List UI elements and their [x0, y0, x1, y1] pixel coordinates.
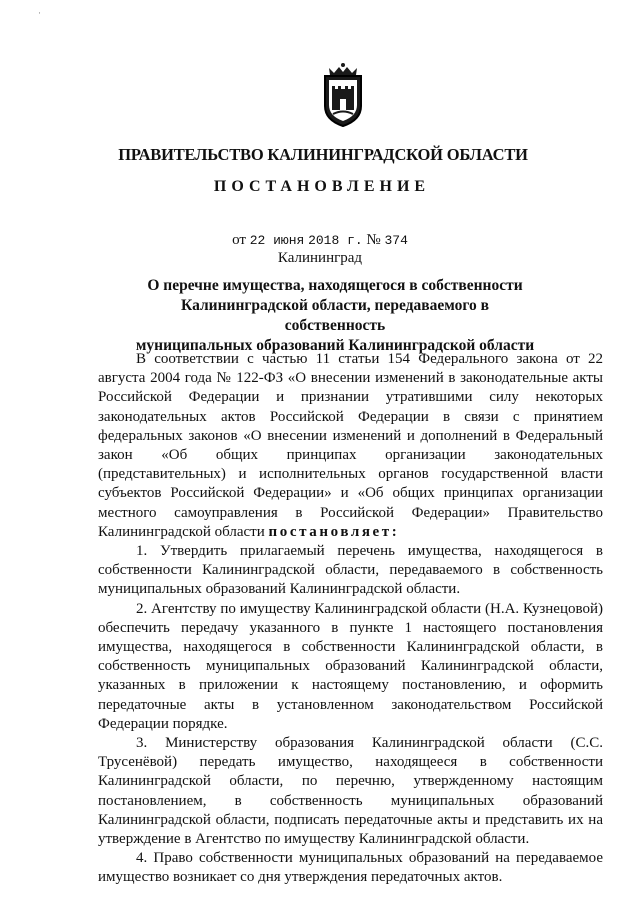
subject-line: Калининградской области, передаваемого в собственность	[181, 297, 489, 334]
city: Калининград	[277, 250, 363, 266]
decree-number: 374	[384, 233, 408, 248]
date-year: 2018 г.	[308, 233, 363, 248]
date-value: 22 июня	[249, 233, 305, 248]
item-paragraph: 2. Агентству по имуществу Калининградской области (Н.А. Кузнецовой) обеспечить передачу указанного в пункте 1 настоящего постановления имущества, находящегося в собственности Калининградской области, в собственность муниципальных образований Калининградской области, указанных в приложении к настоящему постановлению, и оформить передаточные акты в установленном законодательством Российской Федерации порядке.	[98, 600, 603, 732]
corner-mark: ·	[38, 8, 41, 18]
item-paragraph: 4. Право собственности муниципальных образований на передаваемое имущество возникает со дня утверждения передаточных актов.	[98, 850, 603, 886]
item-paragraph: 1. Утвердить прилагаемый перечень имущества, находящегося в собственности Калининградской области, передаваемого в собственность муниципальных образований Калининградской области.	[98, 543, 603, 598]
date-prefix: от	[232, 232, 246, 248]
number-sign: №	[366, 232, 381, 248]
date-line	[0, 232, 640, 249]
document-body	[98, 350, 603, 888]
item-paragraph: 3. Министерству образования Калининградской области (С.С. Трусенёвой) передать имущество, находящееся в собственности Калининградской области, по перечню, утвержденному настоящим постановлением, в собственность муниципальных образований Калининградской области, подписать передаточные акты и представить их на утверждение в Агентство по имуществу Калининградской области.	[98, 735, 603, 848]
document-type: ПОСТАНОВЛЕНИЕ	[213, 178, 431, 195]
preamble-text: В соответствии с частью 11 статьи 154 Федерального закона от 22 августа 2004 года № 122-ФЗ «О внесении изменений в законодательные акты Российской Федерации и признании утратившими силу некоторых законодательных актов Российской Федерации в связи с принятием федеральных законов «О внесении изменений и дополнений в Федеральный закон «Об общих принципах организации законодательных (представительных) и исполнительных органов государственной власти субъектов Российской Федерации» и «Об общих принципах организации местного самоуправления в Российской Федерации» Правительство Калининградской области	[98, 351, 603, 540]
subject-line: муниципальных образований Калининградской области	[135, 337, 535, 354]
subject-line: О перечне имущества, находящегося в собственности	[147, 277, 523, 294]
document-subject	[130, 276, 540, 356]
government-name: ПРАВИТЕЛЬСТВО КАЛИНИНГРАДСКОЙ ОБЛАСТИ	[118, 145, 528, 164]
preamble-paragraph	[98, 350, 603, 542]
decree-word: постановляет:	[268, 523, 400, 540]
coat-of-arms-icon	[319, 62, 367, 128]
